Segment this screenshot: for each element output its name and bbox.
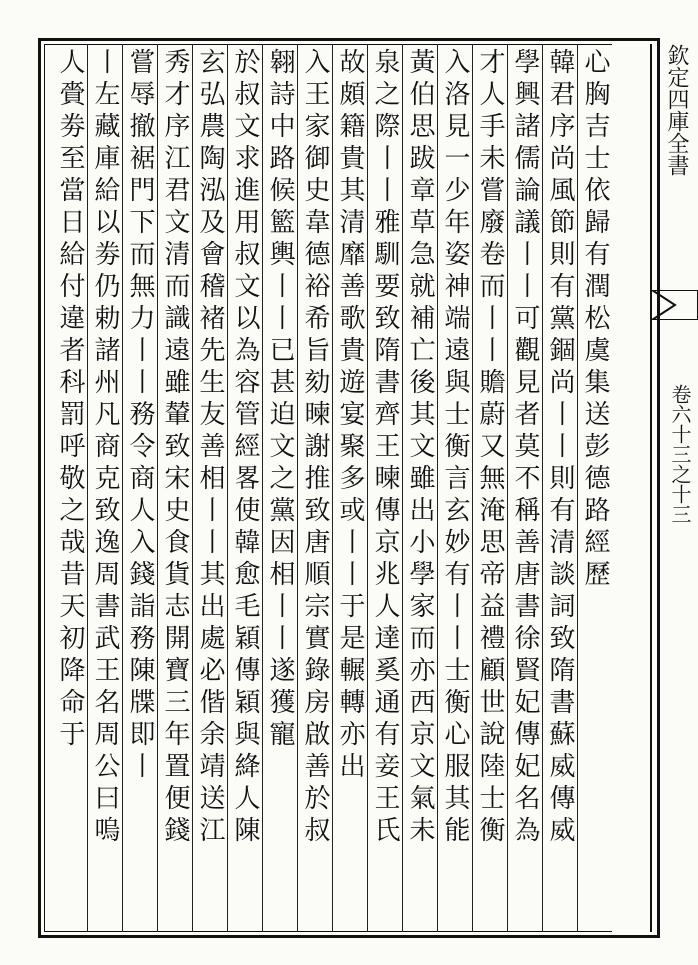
column-text: 故頗籍貴其清靡善歌貴遊宴聚多或丨丨于是輾轉亦出	[335, 48, 365, 784]
column-divider	[507, 44, 508, 932]
text-column	[122, 48, 157, 932]
text-column	[402, 48, 437, 932]
column-text: 泉之際丨丨雅馴要致隋書齊王暕傳京兆人達奚通有妾王氏	[370, 48, 400, 848]
text-column	[507, 48, 542, 932]
text-column	[52, 48, 87, 932]
text-column	[157, 48, 192, 932]
column-divider	[262, 44, 263, 932]
column-text: 韓君序尚風節則有黨錮尚丨丨則有清談詞致隋書蘇威傳威	[545, 48, 575, 848]
column-text: 丨左藏庫給以劵仍勅諸州凡商克致逸周書武王名周公曰嗚	[90, 48, 120, 848]
text-column	[332, 48, 367, 932]
column-divider	[542, 44, 543, 932]
column-divider	[437, 44, 438, 932]
column-divider	[227, 44, 228, 932]
text-column	[542, 48, 577, 932]
book-title: 欽定四庫全書	[664, 44, 689, 176]
column-text: 黃伯思跋章草急就補亡後其文雖出小學家而亦西京文氣未	[405, 48, 435, 848]
column-divider	[472, 44, 473, 932]
text-column	[227, 48, 262, 932]
text-column	[262, 48, 297, 932]
column-text: 翱詩中路候籃輿丨丨已甚迫文之黨因相丨丨遂獲寵	[265, 48, 295, 752]
column-text: 入洛見一少年姿神端遠與士衡言玄妙有丨丨士衡心服其能	[440, 48, 470, 848]
column-text: 玄弘農陶泓及會稽褚先生友善相丨丨其出處必偕余靖送江	[195, 48, 225, 848]
text-column	[87, 48, 122, 932]
text-column	[192, 48, 227, 932]
column-text: 學興諸儒論議丨丨可觀見者莫不稱善唐書徐賢妃傳妃名為	[510, 48, 540, 848]
column-text: 秀才序江君文清而識遠雖輦致宋史食貨志開寶三年置便錢	[160, 48, 190, 848]
column-text: 嘗辱撤裾門下而無力丨丨務令商人入錢詣務陳牒即丨	[125, 48, 155, 784]
column-text: 入王家御史韋德裕希旨劾暕謝推致唐順宗實錄房啟善於叔	[300, 48, 330, 848]
text-column	[472, 48, 507, 932]
column-divider	[367, 44, 368, 932]
text-column	[437, 48, 472, 932]
column-divider	[297, 44, 298, 932]
text-column	[367, 48, 402, 932]
column-divider	[402, 44, 403, 932]
column-text: 才人手未嘗廢卷而丨丨贍蔚又無淹思帝益禮顧世說陸士衡	[475, 48, 505, 848]
page-margin	[650, 44, 698, 932]
column-text: 人賫劵至當日給付違者科罰呼敬之哉昔天初降命于	[55, 48, 85, 752]
text-column	[577, 48, 612, 932]
column-divider	[332, 44, 333, 932]
fish-tail-mark-icon	[652, 290, 698, 320]
column-divider	[192, 44, 193, 932]
column-divider	[157, 44, 158, 932]
volume-label: 卷六十三之十三	[668, 384, 692, 524]
column-divider	[122, 44, 123, 932]
column-divider	[577, 44, 578, 932]
column-text: 於叔文求進用叔文以為容管經畧使韓愈毛穎傳穎與絳人陳	[230, 48, 260, 848]
column-text: 心胸吉士依歸有潤松虞集送彭德路經歷	[580, 48, 610, 592]
text-column	[297, 48, 332, 932]
column-divider	[87, 44, 88, 932]
